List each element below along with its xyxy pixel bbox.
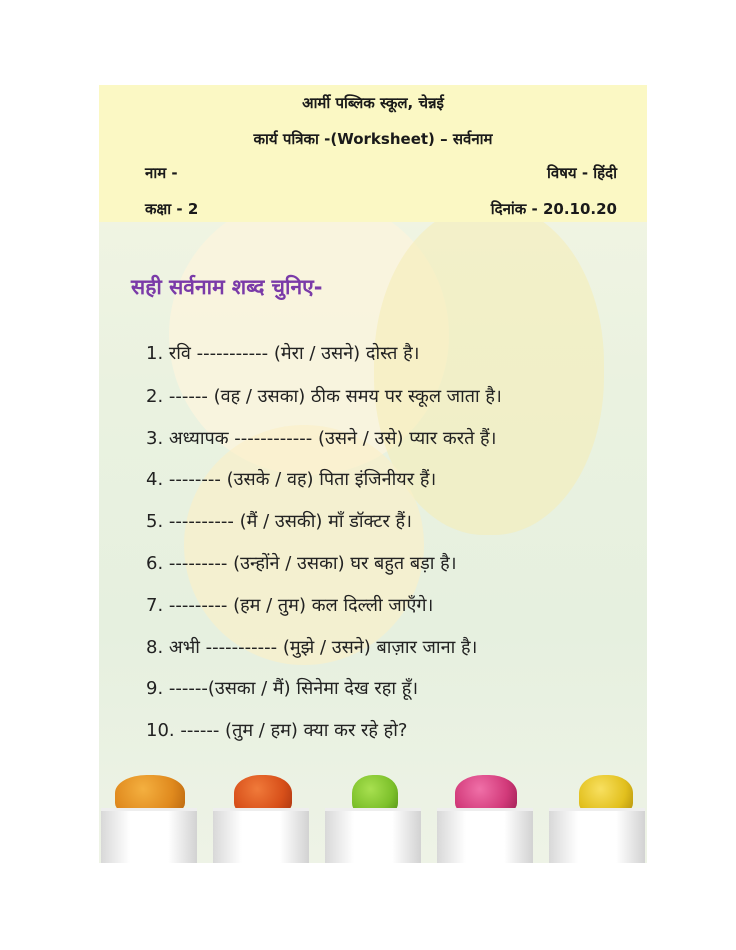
- date-label: दिनांक - 20.10.20: [490, 200, 617, 218]
- pot: [101, 808, 197, 863]
- cactus-pots-illustration: [99, 770, 647, 863]
- worksheet-header: [99, 85, 647, 222]
- background-shape: [184, 425, 424, 665]
- school-name: आर्मी पब्लिक स्कूल, चेन्नई: [302, 94, 444, 112]
- pot: [325, 808, 421, 863]
- question-item: 6. --------- (उन्होंने / उसका) घर बहुत बड़ा है।: [146, 553, 457, 574]
- question-item: 4. -------- (उसके / वह) पिता इंजिनीयर हैं।: [146, 469, 437, 490]
- pot: [213, 808, 309, 863]
- pot: [549, 808, 645, 863]
- name-label: नाम -: [145, 164, 178, 182]
- question-item: 8. अभी ----------- (मुझे / उसने) बाज़ार जाना है।: [146, 637, 478, 658]
- question-item: 1. रवि ----------- (मेरा / उसने) दोस्त है।: [146, 343, 420, 364]
- question-item: 3. अध्यापक ------------ (उसने / उसे) प्यार करते हैं।: [146, 428, 497, 449]
- question-item: 9. ------(उसका / मैं) सिनेमा देख रहा हूँ।: [146, 678, 419, 699]
- class-label: कक्षा - 2: [145, 200, 199, 218]
- question-item: 5. ---------- (मैं / उसकी) माँ डॉक्टर हैं।: [146, 511, 412, 532]
- question-item: 2. ------ (वह / उसका) ठीक समय पर स्कूल जाता है।: [146, 386, 502, 407]
- question-item: 7. --------- (हम / तुम) कल दिल्ली जाएँगे।: [146, 595, 434, 616]
- subject-label: विषय - हिंदी: [547, 164, 617, 182]
- question-item: 10. ------ (तुम / हम) क्या कर रहे हो?: [146, 720, 408, 741]
- worksheet-title: कार्य पत्रिका -(Worksheet) – सर्वनाम: [253, 130, 493, 148]
- pot: [437, 808, 533, 863]
- instruction-heading: सही सर्वनाम शब्द चुनिए-: [131, 275, 323, 299]
